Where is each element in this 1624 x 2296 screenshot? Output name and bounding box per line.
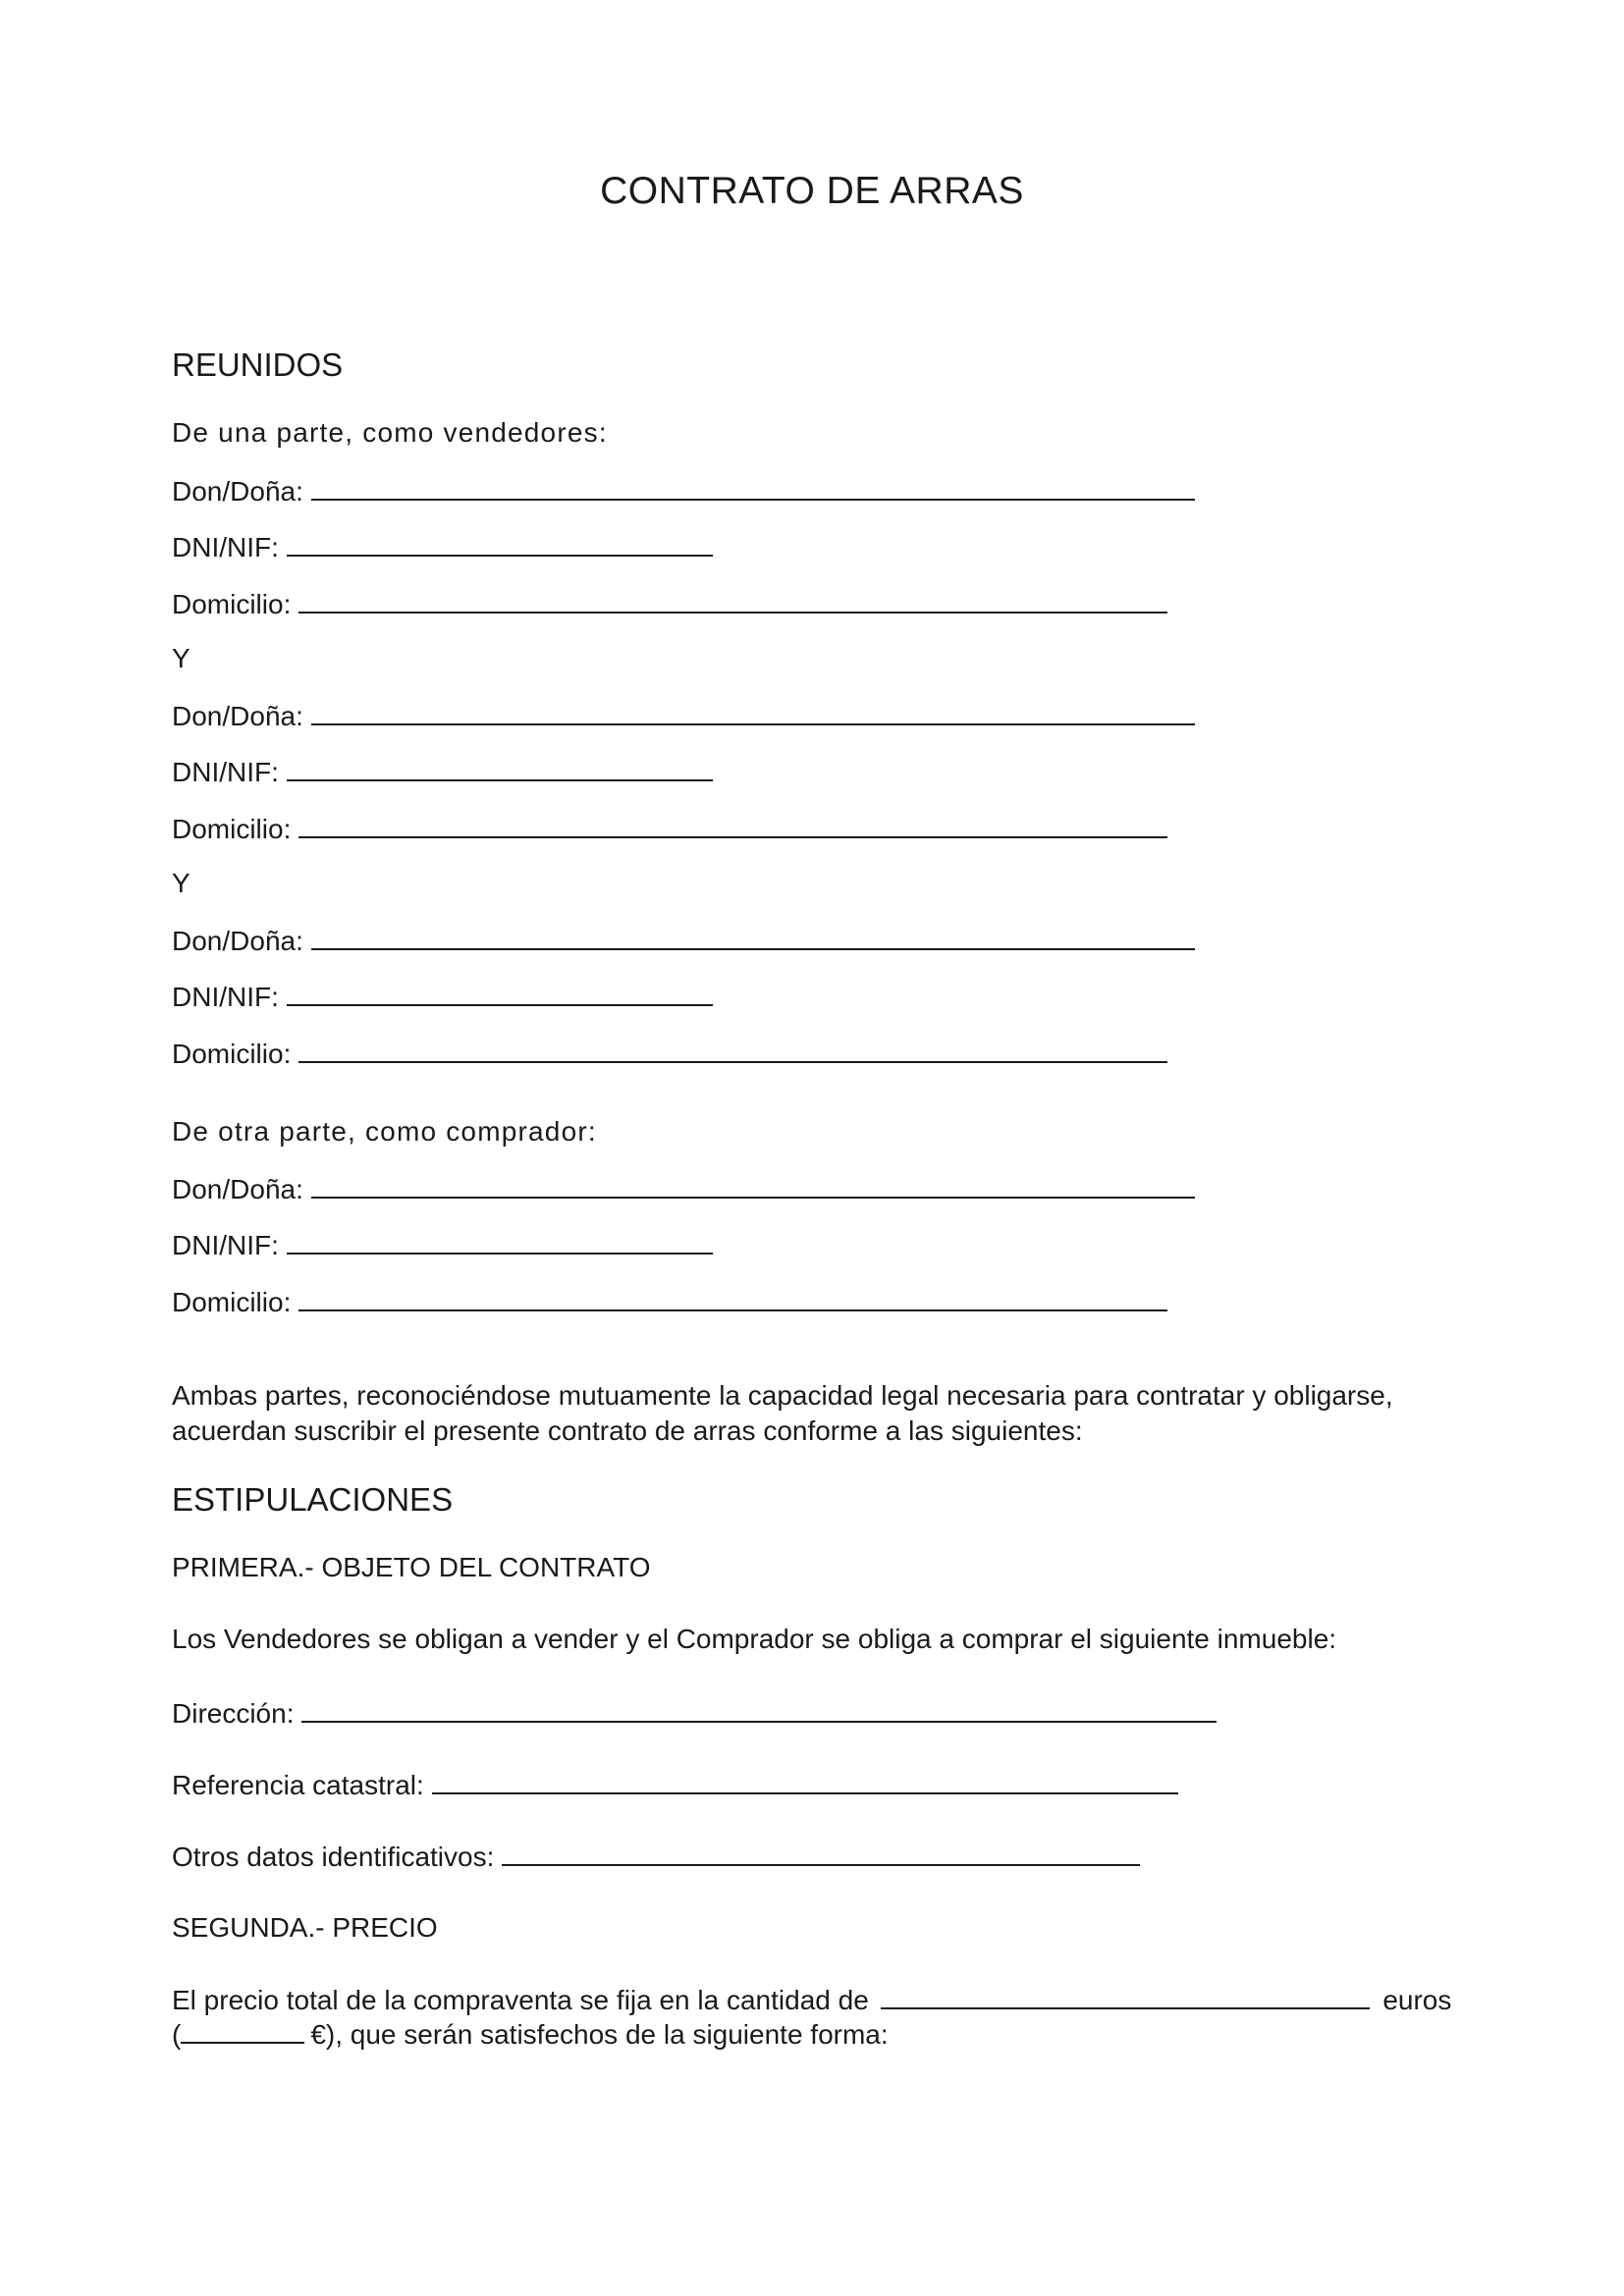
vendedor-2-dni-line [172,754,713,789]
vendedor-1-nombre-line [172,473,1195,508]
domicilio-fill-blank[interactable] [298,1284,1167,1311]
domicilio-fill-blank[interactable] [298,1036,1167,1063]
precio-text-part4: €), que serán satisfechos de la siguiente forma: [310,2019,889,2050]
section-heading-estipulaciones: ESTIPULACIONES [172,1481,454,1518]
domicilio-fill-blank[interactable] [298,811,1167,838]
direccion-label: Dirección: [172,1698,295,1729]
vendedor-1-domicilio-line [172,586,1167,621]
otros-datos-line [172,1839,1140,1874]
dni-label: DNI/NIF: [172,532,279,562]
vendedor-3-domicilio-line [172,1036,1167,1071]
nombre-label: Don/Doña: [172,476,303,507]
section-heading-reunidos: REUNIDOS [172,347,344,383]
comprador-intro: De otra parte, como comprador: [172,1116,597,1147]
precio-text-part3: ( [172,2019,182,2050]
ambas-partes-paragraph: Ambas partes, reconociéndose mutuamente la capacidad legal necesaria para contratar y obligarse, acuerdan suscribir el presente contrato de arras conforme a las siguientes: [172,1380,1393,1446]
precio-text-part1: El precio total de la compraventa se fija en la cantidad de [172,1985,869,2015]
document-title: CONTRATO DE ARRAS [600,170,1024,212]
comprador-domicilio-line [172,1284,1167,1319]
referencia-catastral-line [172,1767,1178,1802]
primera-title: PRIMERA.- OBJETO DEL CONTRATO [172,1552,651,1582]
separator-y-1: Y [172,643,190,673]
vendedor-3-dni-line [172,979,713,1014]
nombre-label: Don/Doña: [172,926,303,956]
dni-label: DNI/NIF: [172,1230,279,1260]
dni-label: DNI/NIF: [172,982,279,1012]
dni-fill-blank[interactable] [287,1227,713,1255]
nombre-fill-blank[interactable] [311,923,1195,950]
domicilio-label: Domicilio: [172,1039,292,1069]
precio-letras-fill-blank[interactable] [881,1984,1370,2009]
otros-label: Otros datos identificativos: [172,1842,495,1872]
nombre-fill-blank[interactable] [311,1171,1195,1199]
referencia-label: Referencia catastral: [172,1770,424,1800]
vendedor-1-dni-line [172,529,713,564]
comprador-dni-line [172,1227,713,1262]
vendedores-intro: De una parte, como vendedores: [172,417,608,448]
dni-fill-blank[interactable] [287,529,713,557]
precio-line-1 [172,1984,1451,2017]
vendedor-2-nombre-line [172,698,1195,733]
segunda-title: SEGUNDA.- PRECIO [172,1912,438,1943]
separator-y-2: Y [172,868,190,898]
referencia-fill-blank[interactable] [432,1767,1178,1794]
dni-label: DNI/NIF: [172,757,279,787]
nombre-label: Don/Doña: [172,701,303,731]
comprador-nombre-line [172,1171,1195,1206]
vendedor-2-domicilio-line [172,811,1167,846]
precio-cifra-fill-blank[interactable] [181,2018,304,2044]
dni-fill-blank[interactable] [287,754,713,781]
primera-text: Los Vendedores se obligan a vender y el Comprador se obliga a comprar el siguiente inmueble: [172,1624,1337,1654]
nombre-fill-blank[interactable] [311,698,1195,725]
direccion-fill-blank[interactable] [301,1695,1217,1723]
nombre-label: Don/Doña: [172,1174,303,1204]
direccion-line [172,1695,1217,1731]
precio-text-part2: euros [1382,1985,1452,2015]
precio-line-2 [172,2018,889,2052]
otros-fill-blank[interactable] [502,1839,1140,1866]
nombre-fill-blank[interactable] [311,473,1195,501]
domicilio-label: Domicilio: [172,1287,292,1317]
domicilio-label: Domicilio: [172,814,292,844]
domicilio-fill-blank[interactable] [298,586,1167,614]
vendedor-3-nombre-line [172,923,1195,958]
dni-fill-blank[interactable] [287,979,713,1006]
domicilio-label: Domicilio: [172,589,292,619]
